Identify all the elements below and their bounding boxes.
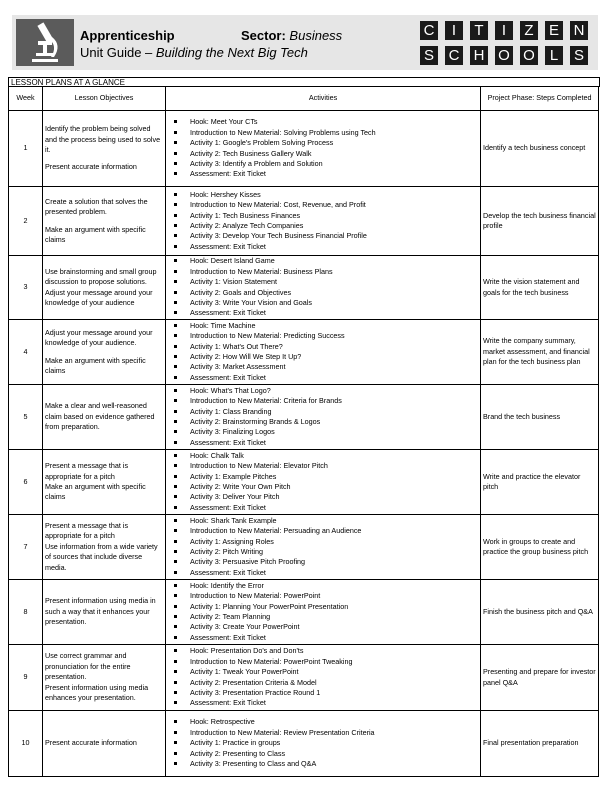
activity-item: Activity 3: Deliver Your Pitch [168, 492, 478, 502]
activity-item: Activity 2: Presentation Criteria & Model [168, 678, 478, 688]
objective-text: Identify the problem being solved and the process being used to solve it. [45, 124, 161, 154]
table-row [9, 256, 599, 320]
week-number: 9 [9, 645, 43, 711]
column-header-objectives: Lesson Objectives [43, 87, 166, 111]
activity-item: Introduction to New Material: Persuading an Audience [168, 526, 478, 536]
activity-item: Activity 3: Finalizing Logos [168, 427, 478, 437]
activity-item: Introduction to New Material: Review Presentation Criteria [168, 728, 478, 738]
activity-item: Activity 3: Identify a Problem and Solution [168, 159, 478, 169]
activity-item: Activity 3: Develop Your Tech Business Financial Profile [168, 231, 478, 241]
activities-list [166, 580, 481, 645]
activity-item: Assessment: Exit Ticket [168, 503, 478, 513]
activities-list [166, 645, 481, 711]
activity-item: Activity 2: Pitch Writing [168, 547, 478, 557]
activity-item: Activity 1: Example Pitches [168, 472, 478, 482]
objective-text: Use correct grammar and pronunciation for the entire presentation. [45, 651, 131, 682]
activity-item: Introduction to New Material: Business Plans [168, 267, 478, 277]
activity-item: Assessment: Exit Ticket [168, 568, 478, 578]
column-header-phase: Project Phase: Steps Completed [481, 87, 599, 111]
table-body [9, 111, 599, 777]
activity-item: Activity 1: Practice in groups [168, 738, 478, 748]
activity-item: Assessment: Exit Ticket [168, 438, 478, 448]
objective-text: Create a solution that solves the presented problem. [45, 196, 148, 217]
activity-item: Activity 3: Create Your PowerPoint [168, 622, 478, 632]
activity-item: Introduction to New Material: Cost, Revenue, and Profit [168, 200, 478, 210]
objective-text: Present accurate information [45, 162, 137, 172]
lesson-objectives [43, 320, 166, 385]
activity-item: Activity 3: Presenting to Class and Q&A [168, 759, 478, 769]
citizen-schools-wordmark [417, 20, 593, 66]
lesson-objectives [43, 385, 166, 450]
project-phase: Write and practice the elevator pitch [481, 450, 599, 515]
project-phase: Develop the tech business financial profile [481, 187, 599, 256]
table-row [9, 111, 599, 187]
activity-item: Assessment: Exit Ticket [168, 308, 478, 318]
brand-letter: C [445, 46, 463, 65]
activity-item: Hook: Chalk Talk [168, 451, 478, 461]
project-phase: Finish the business pitch and Q&A [481, 580, 599, 645]
activity-item: Introduction to New Material: PowerPoint Tweaking [168, 657, 478, 667]
activity-item: Hook: Meet Your CTs [168, 117, 478, 127]
activity-item: Activity 1: Google's Problem Solving Process [168, 138, 478, 148]
table-row [9, 580, 599, 645]
lesson-objectives [43, 645, 166, 711]
project-phase: Presenting and prepare for investor panel Q&A [481, 645, 599, 711]
objective-text: Make a clear and well-reasoned claim based on evidence gathered from preparation. [45, 401, 155, 432]
lesson-objectives [43, 711, 166, 777]
activities-list [166, 256, 481, 320]
activity-item: Activity 1: Class Branding [168, 407, 478, 417]
brand-letter: C [420, 21, 438, 40]
activity-item: Hook: Hershey Kisses [168, 190, 478, 200]
activity-item: Hook: Identify the Error [168, 581, 478, 591]
activity-item: Introduction to New Material: Solving Problems using Tech [168, 128, 478, 138]
microscope-icon [16, 19, 74, 66]
table-row [9, 645, 599, 711]
table-row [9, 450, 599, 515]
week-number: 4 [9, 320, 43, 385]
objective-text: Use brainstorming and small group discussion to propose solutions. [45, 266, 157, 287]
activity-item: Activity 3: Presentation Practice Round 1 [168, 688, 478, 698]
activity-item: Activity 2: Team Planning [168, 612, 478, 622]
sector: Sector: Business [241, 28, 343, 43]
lesson-objectives [43, 187, 166, 256]
activities-list [166, 320, 481, 385]
lesson-plans-table [8, 86, 599, 777]
table-row [9, 187, 599, 256]
lesson-objectives [43, 256, 166, 320]
activities-list [166, 450, 481, 515]
table-row [9, 711, 599, 777]
lesson-objectives [43, 580, 166, 645]
objective-text: Present information using media enhances your presentation. [45, 682, 149, 703]
brand-letter: S [570, 46, 588, 65]
unit-guide-title: Unit Guide – Building the Next Big Tech [80, 45, 308, 60]
table-row [9, 515, 599, 580]
week-number: 8 [9, 580, 43, 645]
activity-item: Introduction to New Material: Elevator Pitch [168, 461, 478, 471]
project-phase: Write the vision statement and goals for the tech business [481, 256, 599, 320]
page-header [12, 15, 598, 70]
brand-letter: I [445, 21, 463, 40]
activity-item: Activity 2: Analyze Tech Companies [168, 221, 478, 231]
project-phase: Work in groups to create and practice the group business pitch [481, 515, 599, 580]
activity-item: Activity 1: Planning Your PowerPoint Presentation [168, 602, 478, 612]
activity-item: Hook: Time Machine [168, 321, 478, 331]
activities-list [166, 187, 481, 256]
week-number: 5 [9, 385, 43, 450]
activity-item: Activity 3: Write Your Vision and Goals [168, 298, 478, 308]
objective-text: Make an argument with specific claims [45, 355, 146, 375]
activity-item: Activity 2: Brainstorming Brands & Logos [168, 417, 478, 427]
activity-item: Assessment: Exit Ticket [168, 242, 478, 252]
column-header-activities: Activities [166, 87, 481, 111]
objective-text: Present accurate information [45, 738, 137, 748]
activity-item: Hook: Retrospective [168, 717, 478, 727]
activities-list [166, 515, 481, 580]
objective-text: Make an argument with specific claims [45, 224, 146, 244]
brand-letter: O [495, 46, 513, 65]
project-phase: Write the company summary, market assessment, and financial plan for the tech business plan [481, 320, 599, 385]
activity-item: Activity 2: Tech Business Gallery Walk [168, 149, 478, 159]
program-title: Apprenticeship [80, 28, 175, 43]
activities-list [166, 385, 481, 450]
section-title: LESSON PLANS AT A GLANCE [8, 77, 600, 87]
lesson-objectives [43, 111, 166, 187]
activities-list [166, 711, 481, 777]
activity-item: Hook: Shark Tank Example [168, 516, 478, 526]
week-number: 2 [9, 187, 43, 256]
week-number: 10 [9, 711, 43, 777]
brand-letter: L [545, 46, 563, 65]
brand-letter: E [545, 21, 563, 40]
logo [16, 19, 74, 66]
activity-item: Introduction to New Material: PowerPoint [168, 591, 478, 601]
objective-text: Adjust your message around your knowledge of your audience [45, 287, 153, 307]
activity-item: Assessment: Exit Ticket [168, 373, 478, 383]
brand-letter: T [470, 21, 488, 40]
week-number: 7 [9, 515, 43, 580]
brand-letter: S [420, 46, 438, 65]
brand-letter: I [495, 21, 513, 40]
activity-item: Activity 2: How Will We Step It Up? [168, 352, 478, 362]
activity-item: Hook: What's That Logo? [168, 386, 478, 396]
table-header-row [9, 87, 599, 111]
activity-item: Assessment: Exit Ticket [168, 698, 478, 708]
activity-item: Activity 1: What's Out There? [168, 342, 478, 352]
project-phase: Final presentation preparation [481, 711, 599, 777]
activity-item: Activity 1: Vision Statement [168, 277, 478, 287]
activity-item: Activity 2: Presenting to Class [168, 749, 478, 759]
activity-item: Activity 1: Tweak Your PowerPoint [168, 667, 478, 677]
project-phase: Brand the tech business [481, 385, 599, 450]
activity-item: Introduction to New Material: Criteria for Brands [168, 396, 478, 406]
activity-item: Activity 1: Tech Business Finances [168, 211, 478, 221]
brand-letter: O [520, 46, 538, 65]
week-number: 3 [9, 256, 43, 320]
column-header-week: Week [9, 87, 43, 111]
lesson-objectives [43, 450, 166, 515]
activity-item: Hook: Presentation Do's and Don'ts [168, 646, 478, 656]
objective-text: Present a message that is appropriate for a pitch [45, 461, 129, 481]
objective-text: Use information from a wide variety of sources that include diverse media. [45, 541, 158, 572]
objective-text: Present a message that is appropriate for a pitch [45, 520, 129, 541]
objective-text: Adjust your message around your knowledge of your audience. [45, 327, 153, 348]
week-number: 6 [9, 450, 43, 515]
objective-text: Present information using media in such a way that it enhances your presentation. [45, 596, 156, 627]
lesson-objectives [43, 515, 166, 580]
activity-item: Assessment: Exit Ticket [168, 169, 478, 179]
brand-letter: N [570, 21, 588, 40]
activity-item: Introduction to New Material: Predicting Success [168, 331, 478, 341]
activity-item: Activity 3: Market Assessment [168, 362, 478, 372]
activity-item: Activity 2: Write Your Own Pitch [168, 482, 478, 492]
project-phase: Identify a tech business concept [481, 111, 599, 187]
activity-item: Activity 1: Assigning Roles [168, 537, 478, 547]
activities-list [166, 111, 481, 187]
table-row [9, 385, 599, 450]
activity-item: Hook: Desert Island Game [168, 256, 478, 266]
objective-text: Make an argument with specific claims [45, 482, 146, 502]
activity-item: Activity 2: Goals and Objectives [168, 288, 478, 298]
table-row [9, 320, 599, 385]
brand-letter: H [470, 46, 488, 65]
activity-item: Assessment: Exit Ticket [168, 633, 478, 643]
week-number: 1 [9, 111, 43, 187]
activity-item: Activity 3: Persuasive Pitch Proofing [168, 557, 478, 567]
brand-letter: Z [520, 21, 538, 40]
